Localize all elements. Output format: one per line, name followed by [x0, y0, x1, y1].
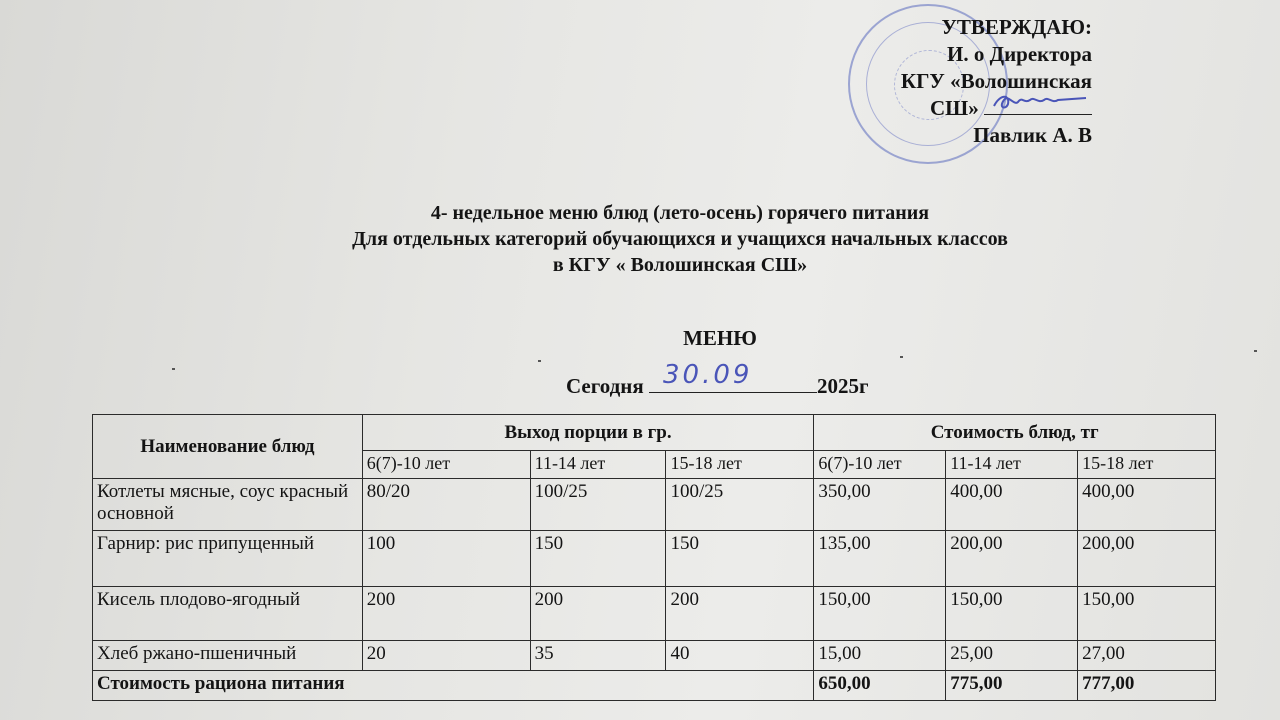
menu-table — [92, 414, 1216, 701]
dish-name: Кисель плодово-ягодный — [93, 587, 363, 641]
table-cell: 200,00 — [946, 531, 1078, 587]
age-group-cell: 6(7)-10 лет — [362, 451, 530, 479]
handwritten-signature — [990, 88, 1090, 114]
document-title — [300, 200, 1060, 278]
table-cell: 25,00 — [946, 641, 1078, 671]
table-cell: 350,00 — [814, 479, 946, 531]
table-cell: 200,00 — [1078, 531, 1216, 587]
dish-name: Хлеб ржано-пшеничный — [93, 641, 363, 671]
header-portion: Выход порции в гр. — [362, 415, 814, 451]
today-year: 2025г — [817, 374, 869, 398]
table-cell: 35 — [530, 641, 666, 671]
table-cell: 15,00 — [814, 641, 946, 671]
signature-line — [984, 96, 1092, 115]
table-cell: 27,00 — [1078, 641, 1216, 671]
speck — [538, 360, 541, 362]
title-line-1: 4- недельное меню блюд (лето-осень) горячего питания — [430, 202, 930, 224]
table-row — [93, 641, 1216, 671]
today-label: Сегодня — [566, 374, 644, 398]
table-cell: 40 — [666, 641, 814, 671]
table-cell: 150 — [530, 531, 666, 587]
table-cell: 20 — [362, 641, 530, 671]
approval-org: КГУ «Волошинская — [900, 69, 1092, 93]
total-row — [93, 671, 1216, 701]
table-cell: 400,00 — [946, 479, 1078, 531]
date-field — [649, 360, 817, 393]
table-cell: 150,00 — [814, 587, 946, 641]
table-cell: 135,00 — [814, 531, 946, 587]
approval-block — [901, 14, 1092, 149]
table-cell: 80/20 — [362, 479, 530, 531]
age-group-cell: 11-14 лет — [946, 451, 1078, 479]
dish-name: Гарнир: рис припущенный — [93, 531, 363, 587]
table-cell: 200 — [530, 587, 666, 641]
age-group-cell: 15-18 лет — [1078, 451, 1216, 479]
total-cell: 775,00 — [946, 671, 1078, 701]
title-line-3: в КГУ « Волошинская СШ» — [552, 254, 808, 276]
header-dish: Наименование блюд — [93, 415, 363, 479]
approval-heading: УТВЕРЖДАЮ: — [941, 15, 1092, 39]
total-cell: 650,00 — [814, 671, 946, 701]
menu-heading: МЕНЮ — [683, 326, 757, 350]
table-cell: 200 — [666, 587, 814, 641]
handwritten-date: 30.09 — [663, 360, 753, 390]
table-cell: 100/25 — [530, 479, 666, 531]
total-label: Стоимость рациона питания — [93, 671, 814, 701]
age-group-cell: 6(7)-10 лет — [814, 451, 946, 479]
approval-name: Павлик А. В — [973, 123, 1092, 147]
table-cell: 100/25 — [666, 479, 814, 531]
speck — [172, 368, 175, 370]
header-row — [93, 415, 1216, 451]
table-cell: 150 — [666, 531, 814, 587]
header-cost: Стоимость блюд, тг — [814, 415, 1216, 451]
table-row — [93, 587, 1216, 641]
age-group-cell: 11-14 лет — [530, 451, 666, 479]
title-line-2: Для отдельных категорий обучающихся и учащихся начальных классов — [352, 228, 1008, 250]
today-line — [566, 360, 869, 399]
speck — [1254, 350, 1257, 352]
table-row — [93, 479, 1216, 531]
table-cell: 200 — [362, 587, 530, 641]
age-group-cell: 15-18 лет — [666, 451, 814, 479]
approval-position: И. о Директора — [947, 42, 1092, 66]
table-row — [93, 531, 1216, 587]
table-cell: 100 — [362, 531, 530, 587]
total-cell: 777,00 — [1078, 671, 1216, 701]
table-cell: 400,00 — [1078, 479, 1216, 531]
speck — [900, 356, 903, 358]
table-cell: 150,00 — [1078, 587, 1216, 641]
table-cell: 150,00 — [946, 587, 1078, 641]
dish-name: Котлеты мясные, соус красный основной — [93, 479, 363, 531]
approval-org-cont: СШ» — [901, 95, 1092, 122]
